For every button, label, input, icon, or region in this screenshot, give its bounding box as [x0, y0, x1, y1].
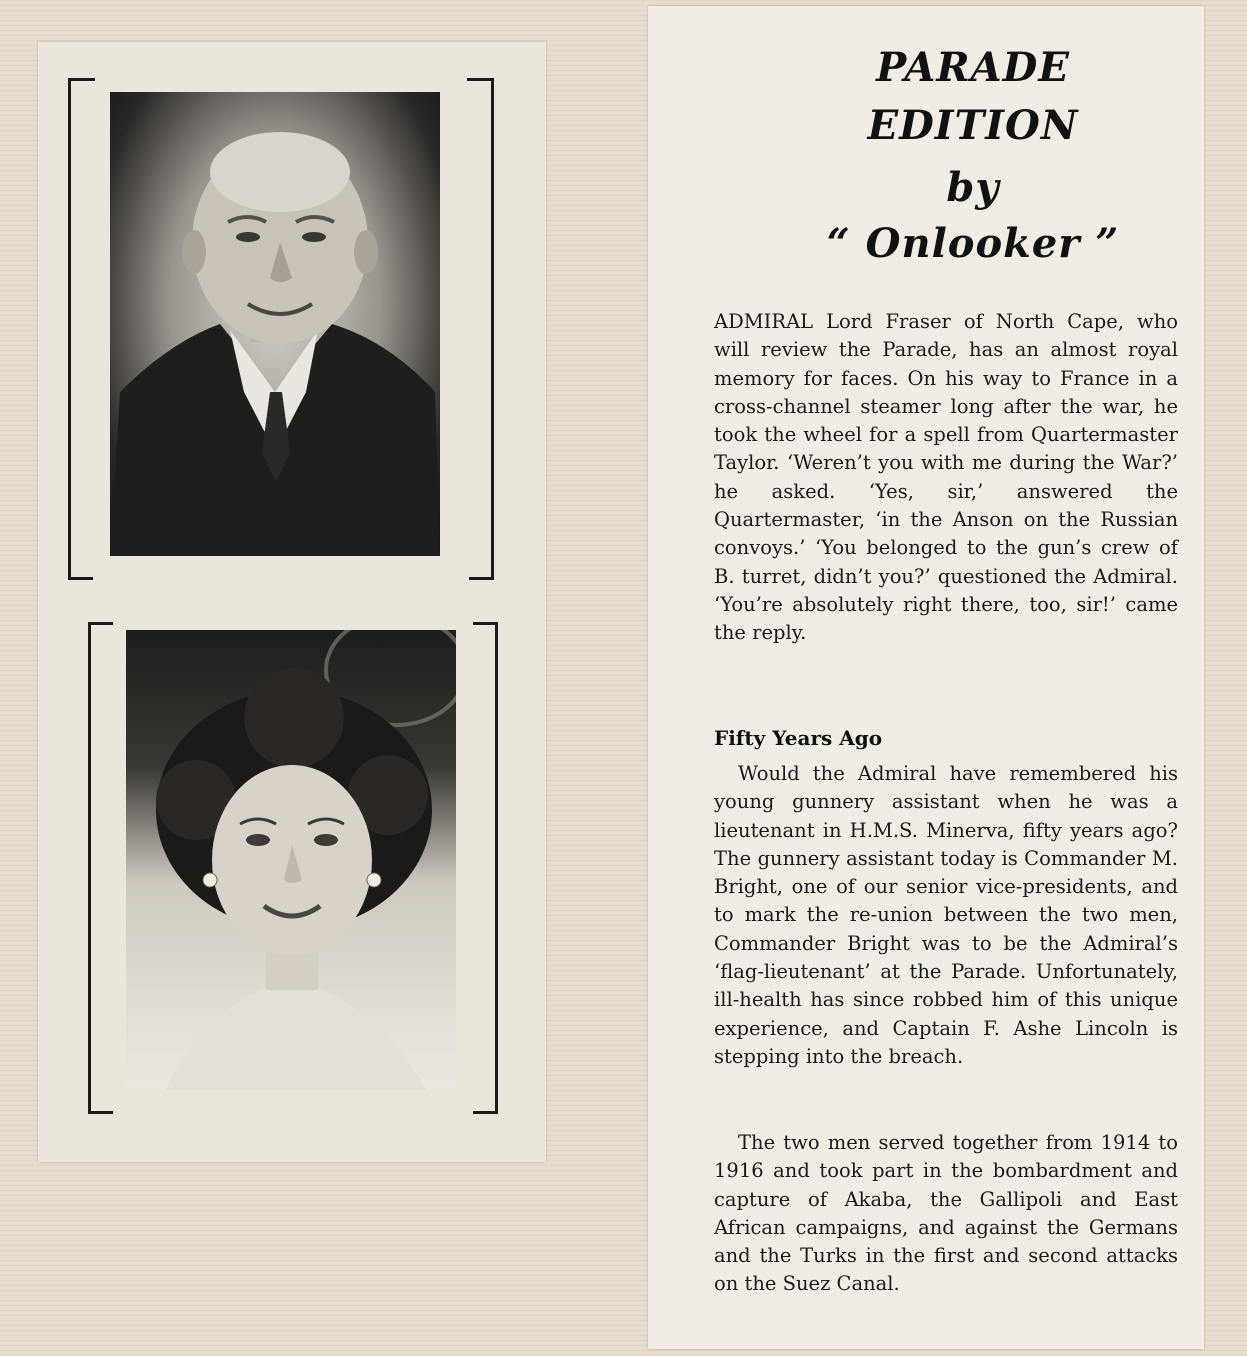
headline-line-edition: EDITION — [867, 102, 1079, 149]
article-subheading: Fifty Years Ago — [714, 726, 883, 750]
portrait-photo-woman — [126, 630, 456, 1090]
article-paragraph-3: The two men served together from 1914 to 1916 and took part in the bombardment and capture of Akaba, the Gallipoli and East African campaigns, and against the Germans and the Turks in the first and second attacks on the Suez Canal. — [714, 1131, 1178, 1296]
article-paragraph-2: Would the Admiral have remembered his young gunnery assistant when he was a lieutenant in H.M.S. Minerva, fifty years ago? The gunnery assistant today is Commander M. Bright, one of our senior vice-presidents, and to mark the re-union between the two men, Commander Bright was to be the Admiral’s ‘flag-lieutenant’ at the Parade. Unfortunately, ill-health has since robbed him of this unique experience, and Captain F. Ashe Lincoln is stepping into the breach. — [714, 762, 1178, 1068]
headline-line-parade: PARADE — [876, 44, 1070, 91]
headline-line-author: “ Onlooker ” — [826, 220, 1120, 267]
article-paragraph-1: ADMIRAL Lord Fraser of North Cape, who will review the Parade, has an almost royal memory for faces. On his way to France in a cross-channel steamer long after the war, he took the wheel for a spell from Quartermaster Taylor. ‘Weren’t you with me during the War?’ he asked. ‘Yes, sir,’ answered the Quartermaster, ‘in the Anson on the Russian convoys.’ ‘You belonged to the gun’s crew of B. turret, didn’t you?’ questioned the Admiral. ‘You’re absolutely right there, too, sir!’ came the reply. — [714, 310, 1178, 645]
portrait-photo-man — [110, 92, 440, 556]
headline-line-by: by — [946, 164, 1000, 211]
article-clipping — [648, 6, 1204, 1349]
